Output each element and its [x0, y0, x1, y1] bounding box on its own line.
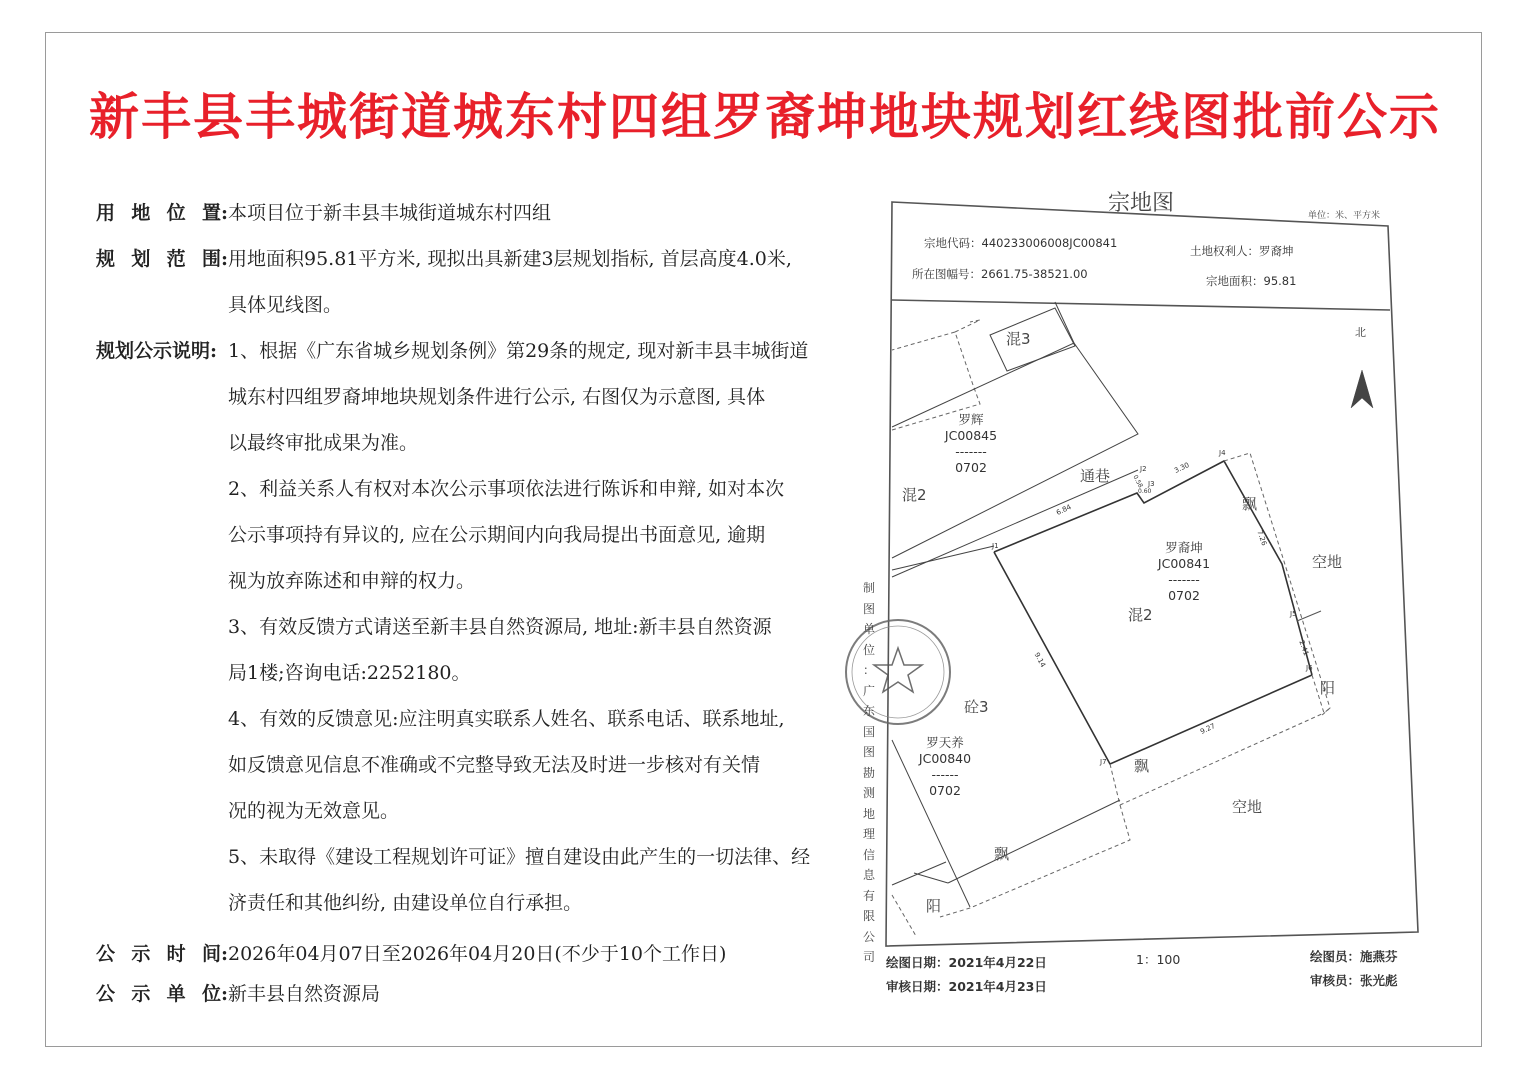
label-char: 范: [166, 248, 186, 270]
sheet-number: 所在图幅号：2661.75-38521.00: [912, 267, 1088, 281]
map-scale: 1：100: [1136, 952, 1181, 967]
label-vacant-right: 空地: [1312, 553, 1343, 571]
maker-char: 勘: [862, 765, 875, 780]
explanation-label: 规划公示说明:: [96, 340, 218, 362]
scope-label: [96, 236, 228, 282]
point-j3: J3: [1148, 480, 1155, 488]
maker-char: 有: [862, 888, 875, 903]
point-j4: J4: [1219, 449, 1226, 457]
label-char: 间:: [202, 934, 228, 974]
maker-char: 地: [862, 806, 875, 821]
dimension-j7-j1: 9.14: [1032, 651, 1047, 669]
maker-char: 国: [862, 724, 875, 739]
map-title: 宗地图: [1108, 191, 1175, 216]
parcel-code-label: JC00840: [918, 751, 972, 766]
point-j6: J6: [1306, 664, 1313, 672]
label-balcony-bottom: 阳: [926, 897, 942, 915]
explanation-item-1-line: 以最终审批成果为准。: [228, 432, 419, 454]
dimension-j5-j6: 2.41: [1297, 639, 1311, 657]
period-row: [96, 934, 826, 974]
notice-text: [96, 190, 826, 1014]
label-alley: 通巷: [1080, 467, 1111, 485]
explanation-row: [96, 328, 826, 374]
explanation-item-1-line: 城东村四组罗裔坤地块规划条件进行公示, 右图仅为示意图, 具体: [228, 386, 766, 408]
unit-row: [96, 974, 826, 1014]
parcel-use-code: 0702: [929, 783, 961, 798]
maker-char: 单: [862, 622, 875, 636]
unit-value: 新丰县自然资源局: [228, 983, 381, 1005]
parcel-luohui: [938, 412, 1004, 476]
north-label: 北: [1355, 326, 1366, 339]
label-char-last: 间: [201, 943, 221, 965]
parcel-code-label: JC00841: [1157, 556, 1211, 571]
label-char-last: 围: [201, 248, 221, 270]
maker-char: 司: [862, 950, 875, 964]
period-label: [96, 934, 228, 974]
maker-char: 图: [862, 745, 875, 759]
label-char: 示: [131, 983, 151, 1005]
explanation-item-3-line: 3、有效反馈方式请送至新丰县自然资源局, 地址:新丰县自然资源: [228, 616, 772, 638]
dimension-j4-j5: 7.26: [1255, 529, 1269, 547]
label-char: 置:: [202, 190, 228, 236]
explanation-item-1-line: 1、根据《广东省城乡规划条例》第29条的规定, 现对新丰县丰城街道: [228, 340, 809, 362]
parcel-main: [1150, 540, 1218, 604]
maker-char: 息: [862, 868, 875, 882]
parcel-divider: ------: [931, 767, 959, 782]
maker-char: 公: [862, 929, 875, 944]
dimension-j3-j4: 3.30: [1173, 461, 1191, 475]
label-char-last: 置: [201, 202, 221, 224]
maker-char: 东: [862, 704, 875, 718]
label-eave-mid: 飘: [1134, 757, 1150, 775]
location-value: 本项目位于新丰县丰城街道城东村四组: [228, 202, 552, 224]
label-hun3: 混3: [1006, 330, 1031, 348]
drafter: 绘图员：施燕芬: [1310, 949, 1398, 964]
explanation-item-2-line: 视为放弃陈述和申辩的权力。: [228, 570, 476, 592]
label-char: 划: [131, 248, 151, 270]
label-hun2-main: 混2: [1128, 606, 1153, 624]
label-vacant-bottom: 空地: [1232, 798, 1263, 816]
parcel-use-code: 0702: [955, 460, 987, 475]
map-unit-note: 单位：米、平方米: [1308, 211, 1381, 221]
scope-value-line: 具体见线图。: [228, 294, 343, 316]
point-j5: J5: [1290, 610, 1297, 618]
point-j2: J2: [1140, 465, 1147, 473]
scope-value-line: 用地面积95.81平方米, 现拟出具新建3层规划指标, 首层高度4.0米,: [228, 248, 792, 270]
maker-char: 信: [862, 847, 875, 862]
maker-char: 理: [862, 827, 875, 841]
parcel-luotianyang: [910, 735, 980, 799]
explanation-item-2-line: 公示事项持有异议的, 应在公示期间内向我局提出书面意见, 逾期: [228, 524, 766, 546]
maker-char: 制: [862, 581, 875, 595]
spacer: [96, 926, 826, 934]
maker-char: ：: [862, 663, 875, 677]
draw-date: 绘图日期：2021年4月22日: [886, 955, 1047, 970]
label-char: 时: [166, 943, 186, 965]
maker-char: 广: [862, 683, 875, 698]
label-eave-top: 飘: [1242, 495, 1258, 513]
label-char: 单: [166, 983, 186, 1005]
label-balcony-right: 阳: [1320, 679, 1336, 697]
maker-char: 测: [862, 786, 875, 800]
reviewer: 审核员：张光彪: [1310, 973, 1398, 988]
maker-char: 限: [862, 909, 875, 923]
point-j7: J7: [1100, 758, 1107, 766]
label-char: 示: [131, 943, 151, 965]
land-owner: 土地权利人：罗裔坤: [1190, 244, 1294, 258]
explanation-item-5-line: 济责任和其他纠纷, 由建设单位自行承担。: [228, 892, 583, 914]
page-title: 新丰县丰城街道城东村四组罗裔坤地块规划红线图批前公示: [89, 88, 1441, 146]
location-label: [96, 190, 228, 236]
parcel-use-code: 0702: [1168, 588, 1200, 603]
explanation-item-4-line: 4、有效的反馈意见:应注明真实联系人姓名、联系电话、联系地址,: [228, 708, 785, 730]
review-date: 审核日期：2021年4月23日: [886, 979, 1047, 994]
label-char: 用: [96, 202, 116, 224]
parcel-map: [830, 180, 1450, 1020]
point-j1: J1: [992, 542, 999, 550]
parcel-owner-name: 罗辉: [958, 412, 984, 427]
label-char: 规: [96, 248, 116, 270]
explanation-item-5-line: 5、未取得《建设工程规划许可证》擅自建设由此产生的一切法律、经: [228, 846, 811, 868]
explanation-item-4-line: 如反馈意见信息不准确或不完整导致无法及时进一步核对有关情: [228, 754, 761, 776]
label-char: 地: [131, 202, 151, 224]
parcel-owner-name: 罗天养: [926, 735, 964, 750]
explanation-item-2-line: 2、利益关系人有权对本次公示事项依法进行陈诉和申辩, 如对本次: [228, 478, 785, 500]
label-char: 围:: [202, 236, 228, 282]
maker-char: 图: [862, 601, 875, 616]
explanation-item-4-line: 况的视为无效意见。: [228, 800, 400, 822]
location-row: [96, 190, 826, 236]
dimension-small: 0.60: [1138, 488, 1152, 495]
parcel-code-label: JC00845: [944, 428, 998, 443]
label-char-last: 位: [201, 983, 221, 1005]
dimension-j1-j2: 6.84: [1055, 503, 1073, 517]
parcel-owner-name: 罗裔坤: [1165, 540, 1203, 555]
label-char: 公: [96, 943, 116, 965]
label-char: 位: [166, 202, 186, 224]
dimension-j6-j7: 9.27: [1199, 722, 1217, 736]
parcel-area: 宗地面积：95.81: [1206, 274, 1297, 288]
parcel-divider: -------: [955, 444, 987, 459]
label-hun2-left: 混2: [902, 486, 927, 504]
unit-label: [96, 974, 228, 1014]
parcel-divider: -------: [1168, 572, 1200, 587]
parcel-map-drawing: [830, 180, 1450, 1020]
dimension-j2-j3: 0.58: [1131, 473, 1144, 490]
period-value: 2026年04月07日至2026年04月20日(不少于10个工作日): [228, 943, 727, 965]
label-char: 公: [96, 983, 116, 1005]
label-char: 位:: [202, 974, 228, 1014]
explanation-item-3-line: 局1楼;咨询电话:2252180。: [228, 662, 471, 684]
scope-row: [96, 236, 826, 282]
label-eave-bottom: 飘: [994, 845, 1010, 863]
maker-char: 位: [862, 642, 875, 657]
label-tong3: 砼3: [964, 698, 989, 716]
parcel-code: 宗地代码：440233006008JC00841: [924, 236, 1118, 250]
map-maker-vertical: [862, 578, 876, 968]
